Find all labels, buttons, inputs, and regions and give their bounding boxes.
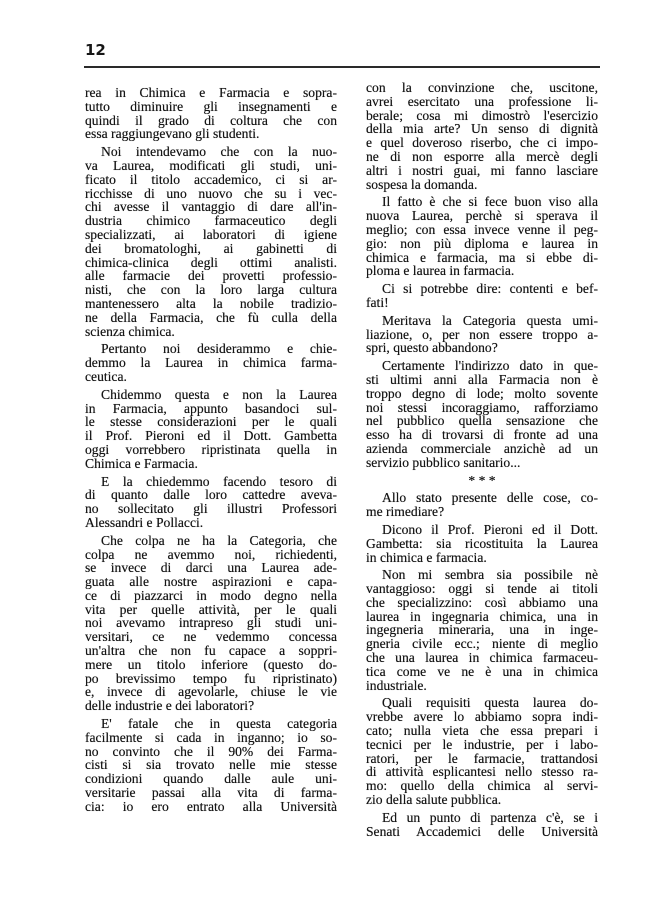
text-line: ce di piazzarci in modo degno nella (85, 587, 337, 603)
text-line: colpa ne avemmo noi, richiedenti, (85, 546, 337, 562)
text-line: Pertanto noi desiderammo e chie- (101, 341, 337, 357)
paragraph (85, 717, 337, 814)
text-line: gio: non più diploma e laurea in (366, 235, 598, 251)
text-line: rea in Chimica e Farmacia e sopra- (85, 85, 337, 100)
text-line: azienda commerciale anzichè ad un (366, 440, 598, 456)
header-rule (84, 66, 600, 68)
text-line: vrebbe avere lo abbiamo sopra indi- (366, 709, 598, 725)
paragraph (366, 696, 598, 806)
paragraph (366, 568, 598, 692)
text-line: ploma e laurea in farmacia. (366, 263, 515, 279)
page-number: 12 (85, 41, 106, 59)
text-line: ficato il titolo accademico, ci si ar- (85, 171, 337, 187)
text-line: altri i nostri guai, mi fanno lasciare (366, 162, 598, 178)
text-line: essa raggiungevano gli studenti. (85, 126, 260, 142)
text-line: cisti si sia trovato nelle mie stesse (85, 757, 337, 773)
text-line: versitarie passai alla vita di farma- (85, 785, 337, 801)
text-line: mantenessero alta la nobile tradizio- (85, 295, 337, 311)
paragraph (366, 491, 598, 519)
text-line: guata alle nostre aspirazioni e capa- (85, 574, 337, 590)
paragraph (366, 314, 598, 355)
text-line: mo: quello della chimica al servi- (366, 778, 598, 794)
text-line: spri, questo abbandono? (366, 340, 498, 356)
text-line: dei bromatologhi, ai gabinetti di (85, 240, 337, 256)
text-line: Gambetta: sia ricostituita la Laurea (366, 535, 598, 551)
text-line: il Prof. Pieroni ed il Dott. Gambetta (85, 428, 337, 444)
paragraph (85, 86, 337, 141)
text-line: laurea in ingegnaria chimica, una in (366, 608, 598, 624)
text-line: che specializzino: così abbiamo una (366, 594, 598, 610)
text-line: tica come ve ne è una in chimica (366, 663, 598, 679)
text-line: chimica-clinica degli ottimi analisti. (85, 254, 337, 270)
text-line: meglio; con essa invece venne il peg- (366, 221, 598, 237)
text-line: con la convinzione che, uscitone, (366, 80, 598, 95)
paragraph (366, 811, 598, 839)
text-line: di attività esplicantesi nello stesso ra- (366, 764, 598, 780)
text-line: berale; cosa mi dimostrò l'esercizio (366, 107, 598, 123)
text-line: Chidemmo questa e non la Laurea (101, 386, 337, 402)
text-line: chimica e farmacia, ma si ebbe di- (366, 249, 598, 265)
paragraph (85, 534, 337, 713)
text-line: scienza chimica. (85, 323, 175, 339)
text-line: troppo degno di lode; molto sovente (366, 385, 598, 401)
paragraph (85, 475, 337, 530)
text-line: ratori, per le farmacie, trattandosi (366, 750, 598, 766)
text-line: servizio pubblico sanitario... (366, 454, 521, 470)
text-line: po brevissimo tempo fu ripristinato) (85, 670, 337, 686)
text-line: tecnici per le industrie, per i labo- (366, 736, 598, 752)
text-line: liazione, o, per non essere troppo a- (366, 326, 598, 342)
text-line: fati! (366, 294, 389, 310)
text-line: ne della Farmacia, che fù culla della (85, 309, 337, 325)
text-line: facilmente si cada in inganno; io so- (85, 729, 337, 745)
text-line: se invece di darci una Laurea ade- (85, 560, 337, 576)
text-line: mere un titolo inferiore (questo do- (85, 656, 337, 672)
text-line: e, invece di agevolarle, chiuse le vie (85, 684, 337, 700)
text-line: un'altra che non fu capace a soppri- (85, 643, 337, 659)
text-line: Certamente l'indirizzo dato in que- (382, 358, 598, 374)
text-line: dustria chimico farmaceutico degli (85, 213, 337, 229)
text-line: * * * (468, 472, 496, 488)
text-line: in chimica e farmacia. (366, 549, 487, 565)
text-line: Ci si potrebbe dire: contenti e bef- (382, 281, 598, 297)
text-line: sospesa la domanda. (366, 176, 478, 192)
text-line: industriale. (366, 677, 427, 693)
text-line: di quanto dalle loro cattedre aveva- (85, 487, 337, 503)
text-line: chi avesse il vantaggio di dare all'in- (85, 199, 337, 215)
text-line: Quali requisiti questa laurea do- (382, 695, 598, 711)
text-line: Il fatto è che si fece buon viso alla (382, 194, 598, 210)
text-line: Meritava la Categoria questa umi- (382, 312, 598, 328)
text-line: no convinto che il 90% dei Farma- (85, 743, 337, 759)
text-line: noi avevamo intrapreso gli studi uni- (85, 615, 337, 631)
text-line: gneria civile ecc.; niente di meglio (366, 636, 598, 652)
text-line: no sollecitato gli illustri Professori (85, 501, 337, 517)
text-line: avrei esercitato una professione li- (366, 93, 598, 109)
paragraph (366, 359, 598, 469)
text-line: cia: io ero entrato alla Università (85, 798, 337, 814)
text-line: cato; nulla vieta che essa prepari i (366, 723, 598, 739)
text-line: versitari, ce ne vedemmo concessa (85, 629, 337, 645)
text-line: esso ha di trovarsi di fronte ad una (366, 427, 598, 443)
text-line: della mia arte? Un senso di dignità (366, 121, 598, 137)
text-line: Alessandri e Pollacci. (85, 514, 204, 530)
text-line: che una laurea in chimica farmaceu- (366, 650, 598, 666)
paragraph (85, 342, 337, 383)
text-line: tutto diminuire gli insegnamenti e (85, 98, 337, 114)
paragraph (85, 388, 337, 471)
text-line: condizioni quando dalle aule uni- (85, 771, 337, 787)
text-line: in Farmacia, appunto basandoci sul- (85, 400, 337, 416)
text-line: E' fatale che in questa categoria (101, 716, 337, 732)
text-line: alle farmacie dei provetti professio- (85, 268, 337, 284)
text-line: demmo la Laurea in chimica farma- (85, 355, 337, 371)
text-line: Allo stato presente delle cose, co- (382, 490, 598, 506)
text-line: ceutica. (85, 368, 127, 384)
text-line: me rimediare? (366, 504, 445, 520)
text-line: quindi il grado di coltura che con (85, 112, 337, 128)
text-line: e quel doveroso riserbo, che ci impo- (366, 135, 598, 151)
text-line: vantaggioso: oggi si tende ai titoli (366, 581, 598, 597)
text-line: va Laurea, modificati gli studi, uni- (85, 157, 337, 173)
text-line: Non mi sembra sia possibile nè (382, 567, 598, 583)
section-separator (366, 474, 598, 488)
text-line: nisti, che con la loro larga cultura (85, 282, 337, 298)
right-column (366, 81, 598, 842)
text-line: E la chiedemmo facendo tesoro di (101, 473, 337, 489)
text-line: specializzati, ai laboratori di igiene (85, 226, 337, 242)
paragraph (366, 523, 598, 564)
paragraph (85, 145, 337, 338)
text-line: nuova Laurea, perchè si sperava il (366, 208, 598, 224)
text-line: sti ultimi anni alla Farmacia non è (366, 371, 598, 387)
text-line: le stesse considerazioni per le quali (85, 414, 337, 430)
text-line: ricchisse di uno nuovo che su i vec- (85, 185, 337, 201)
text-line: vita per quelle attività, per le quali (85, 601, 337, 617)
text-line: oggi vorrebbero ripristinata quella in (85, 441, 337, 457)
text-line: nel pubblico quella sensazione che (366, 413, 598, 429)
text-line: Senati Accademici delle Università (366, 823, 598, 839)
text-line: Ed un punto di partenza c'è, se i (382, 809, 598, 825)
text-line: ingegneria mineraria, una in inge- (366, 622, 598, 638)
text-line: zio della salute pubblica. (366, 792, 502, 808)
paragraph (366, 282, 598, 310)
text-line: Noi intendevamo che con la nuo- (101, 144, 337, 160)
text-line: noi stessi incoraggiamo, rafforziamo (366, 399, 598, 415)
text-line: Che colpa ne ha la Categoria, che (101, 532, 337, 548)
text-line: delle industrie e dei laboratori? (85, 698, 255, 714)
text-line: Chimica e Farmacia. (85, 455, 198, 471)
text-line: ne di non esporre alla mercè degli (366, 148, 598, 164)
text-line: Dicono il Prof. Pieroni ed il Dott. (382, 521, 598, 537)
paragraph (366, 195, 598, 278)
left-column (85, 86, 337, 818)
paragraph (366, 81, 598, 191)
